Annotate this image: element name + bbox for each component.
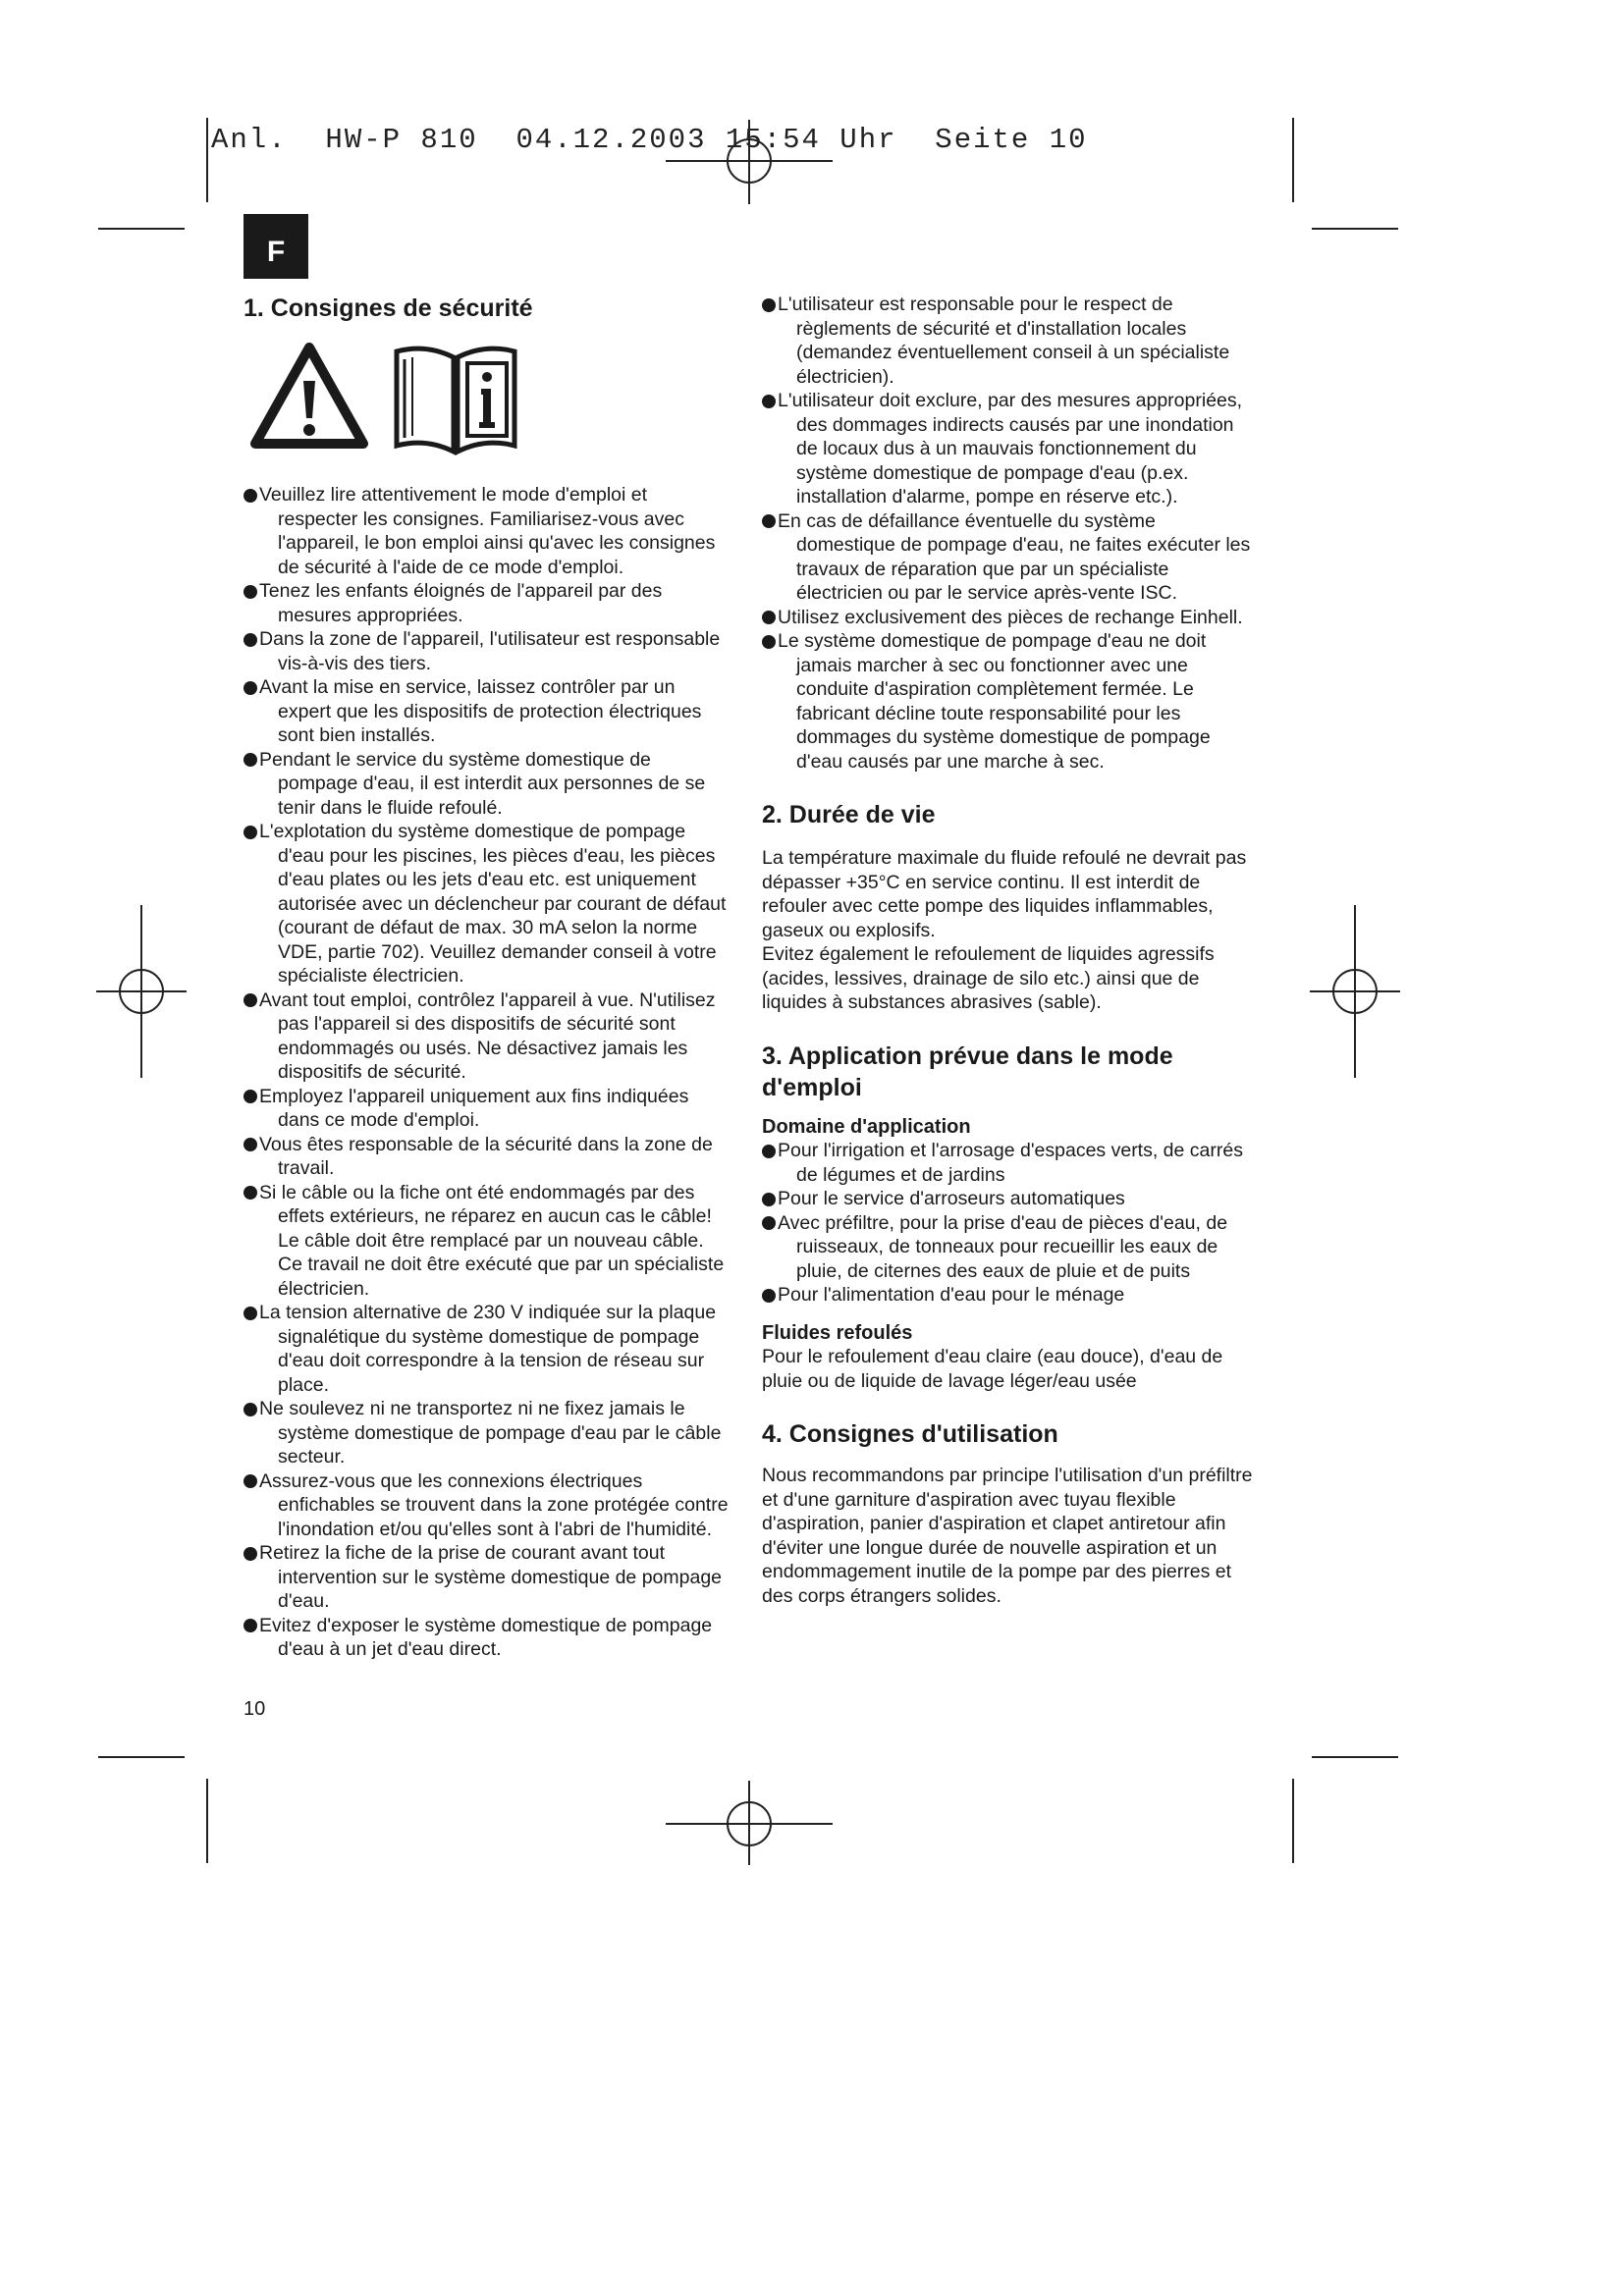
subheading-pumped-fluids: Fluides refoulés (762, 1321, 913, 1344)
application-item: Pour l'alimentation d'eau pour le ménage (762, 1283, 1253, 1308)
safety-item: La tension alternative de 230 V indiquée sur la plaque signalétique du système domestique de pompage d'eau doit correspondre à la tension de réseau sur place. (244, 1301, 730, 1397)
safety-item: Employez l'appareil uniquement aux fins indiquées dans ce mode d'emploi. (244, 1085, 730, 1133)
safety-item: Le système domestique de pompage d'eau ne doit jamais marcher à sec ou fonctionner avec une conduite d'aspiration complètement fermée. Le fabricant décline toute responsabilité pour les dommages du système domestique de pompage d'eau causés par une marche à sec. (762, 629, 1253, 774)
bullet-icon (244, 1474, 257, 1488)
safety-item: Pendant le service du système domestique de pompage d'eau, il est interdit aux personnes de se tenir dans le fluide refoulé. (244, 748, 730, 821)
application-item: Pour le service d'arroseurs automatiques (762, 1187, 1253, 1211)
bullet-icon (762, 298, 776, 312)
bullet-icon (244, 826, 257, 839)
section-title-lifetime: 2. Durée de vie (762, 801, 936, 828)
safety-item: Dans la zone de l'appareil, l'utilisateur est responsable vis-à-vis des tiers. (244, 627, 730, 675)
bullet-icon (762, 395, 776, 408)
safety-item: Avant tout emploi, contrôlez l'appareil à vue. N'utilisez pas l'appareil si des dispositifs de sécurité sont endommagés ou usés. Ne désactivez jamais les dispositifs de sécurité. (244, 988, 730, 1085)
safety-item: Veuillez lire attentivement le mode d'emploi et respecter les consignes. Familiarisez-vous avec l'appareil, le bon emploi ainsi qu'avec les consignes de sécurité à l'aide de ce mode d'emploi. (244, 483, 730, 579)
subheading-application-area: Domaine d'application (762, 1115, 971, 1138)
registration-mark-left (94, 903, 189, 1080)
right-column (762, 293, 1253, 1608)
bullet-icon (244, 1403, 257, 1416)
pumped-fluids-paragraph: Pour le refoulement d'eau claire (eau douce), d'eau de pluie ou de liquide de lavage léger/eau usée (762, 1346, 1223, 1392)
bullet-icon (244, 585, 257, 599)
application-item: Pour l'irrigation et l'arrosage d'espaces verts, de carrés de légumes et de jardins (762, 1139, 1253, 1187)
bullet-icon (762, 1145, 776, 1158)
safety-item: Utilisez exclusivement des pièces de rechange Einhell. (762, 606, 1253, 630)
page-number: 10 (244, 1698, 266, 1720)
bullet-icon (244, 1547, 257, 1561)
lifetime-paragraph: Evitez également le refoulement de liquides agressifs (acides, lessives, drainage de silo etc.) ainsi que de liquides à substances abrasives (sable). (762, 943, 1215, 1013)
safety-item: Assurez-vous que les connexions électriques enfichables se trouvent dans la zone protégée contre l'inondation et/ou qu'elles sont à l'abri de l'humidité. (244, 1469, 730, 1542)
bullet-icon (244, 1186, 257, 1200)
safety-item: L'utilisateur doit exclure, par des mesures appropriées, des dommages indirects causés par une inondation de locaux dus à un mauvais fonctionnement du système domestique de pompage d'eau (p.ex. installation d'alarme, pompe en réserve etc.). (762, 389, 1253, 509)
safety-item: Tenez les enfants éloignés de l'appareil par des mesures appropriées. (244, 579, 730, 627)
bullet-icon (762, 611, 776, 624)
crop-mark (1292, 1779, 1294, 1863)
print-slug: Anl. HW-P 810 04.12.2003 15:54 Uhr Seite 10 (211, 124, 1088, 156)
left-column (244, 293, 730, 1662)
read-manual-icon (391, 342, 520, 457)
bullet-icon (244, 1619, 257, 1632)
safety-item: Ne soulevez ni ne transportez ni ne fixez jamais le système domestique de pompage d'eau par le câble secteur. (244, 1397, 730, 1469)
lifetime-paragraph: La température maximale du fluide refoulé ne devrait pas dépasser +35°C en service continu. Il est interdit de refouler avec cette pompe des liquides inflammables, gaseux ou explosifs. (762, 847, 1247, 941)
bullet-icon (244, 1138, 257, 1151)
usage-paragraph: Nous recommandons par principe l'utilisation d'un préfiltre et d'une garniture d'aspiration avec tuyau flexible d'aspiration, panier d'aspiration et clapet antiretour afin d'éviter une longue durée de nouvelle aspiration et un endommagement inutile de la pompe par des pierres et des corps étrangers solides. (762, 1465, 1253, 1607)
safety-item: Evitez d'exposer le système domestique de pompage d'eau à un jet d'eau direct. (244, 1614, 730, 1662)
safety-item: L'explotation du système domestique de pompage d'eau pour les piscines, les pièces d'eau, les pièces d'eau plates ou les jets d'eau etc. est uniquement autorisée avec un déclencheur par courant de défaut (courant de défaut de max. 30 mA selon la norme VDE, partie 702). Veuillez demander conseil à votre spécialiste électricien. (244, 820, 730, 988)
crop-mark (1312, 1756, 1398, 1758)
registration-mark-top (656, 118, 842, 206)
crop-mark (98, 1756, 185, 1758)
bullet-icon (762, 1193, 776, 1206)
safety-item: Retirez la fiche de la prise de courant avant tout intervention sur le système domestique de pompage d'eau. (244, 1541, 730, 1614)
registration-mark-right (1308, 903, 1402, 1080)
crop-mark (98, 228, 185, 230)
bullet-icon (244, 753, 257, 767)
crop-mark (1292, 118, 1294, 202)
section-title-safety: 1. Consignes de sécurité (244, 294, 533, 322)
crop-mark (206, 1779, 208, 1863)
crop-mark (1312, 228, 1398, 230)
bullet-icon (762, 1216, 776, 1230)
bullet-icon (762, 1289, 776, 1303)
safety-icons (249, 342, 730, 459)
language-tab: F (244, 214, 308, 279)
bullet-icon (762, 635, 776, 649)
bullet-icon (244, 489, 257, 503)
safety-item: Avant la mise en service, laissez contrôler par un expert que les dispositifs de protection électriques sont bien installés. (244, 675, 730, 748)
bullet-icon (244, 1307, 257, 1320)
warning-triangle-icon (249, 342, 369, 452)
crop-mark (206, 118, 208, 202)
bullet-icon (762, 514, 776, 528)
bullet-icon (244, 681, 257, 695)
safety-item: L'utilisateur est responsable pour le respect de règlements de sécurité et d'installation locales (demandez éventuellement conseil à un spécialiste électricien). (762, 293, 1253, 389)
registration-mark-bottom (656, 1779, 842, 1867)
section-title-intended-use: 3. Application prévue dans le mode d'emploi (762, 1041, 1173, 1101)
bullet-icon (244, 1090, 257, 1103)
bullet-icon (244, 993, 257, 1007)
safety-item: Si le câble ou la fiche ont été endommagés par des effets extérieurs, ne réparez en aucun cas le câble! Le câble doit être remplacé par un nouveau câble. Ce travail ne doit être exécuté que par un spécialiste électricien. (244, 1181, 730, 1302)
application-item: Avec préfiltre, pour la prise d'eau de pièces d'eau, de ruisseaux, de tonneaux pour recueillir les eaux de pluie, de citernes des eaux de pluie et de puits (762, 1211, 1253, 1284)
safety-item: En cas de défaillance éventuelle du système domestique de pompage d'eau, ne faites exécuter les travaux de réparation que par un spécialiste électricien ou par le service après-vente ISC. (762, 509, 1253, 606)
section-title-usage: 4. Consignes d'utilisation (762, 1420, 1058, 1448)
bullet-icon (244, 633, 257, 647)
safety-item: Vous êtes responsable de la sécurité dans la zone de travail. (244, 1133, 730, 1181)
